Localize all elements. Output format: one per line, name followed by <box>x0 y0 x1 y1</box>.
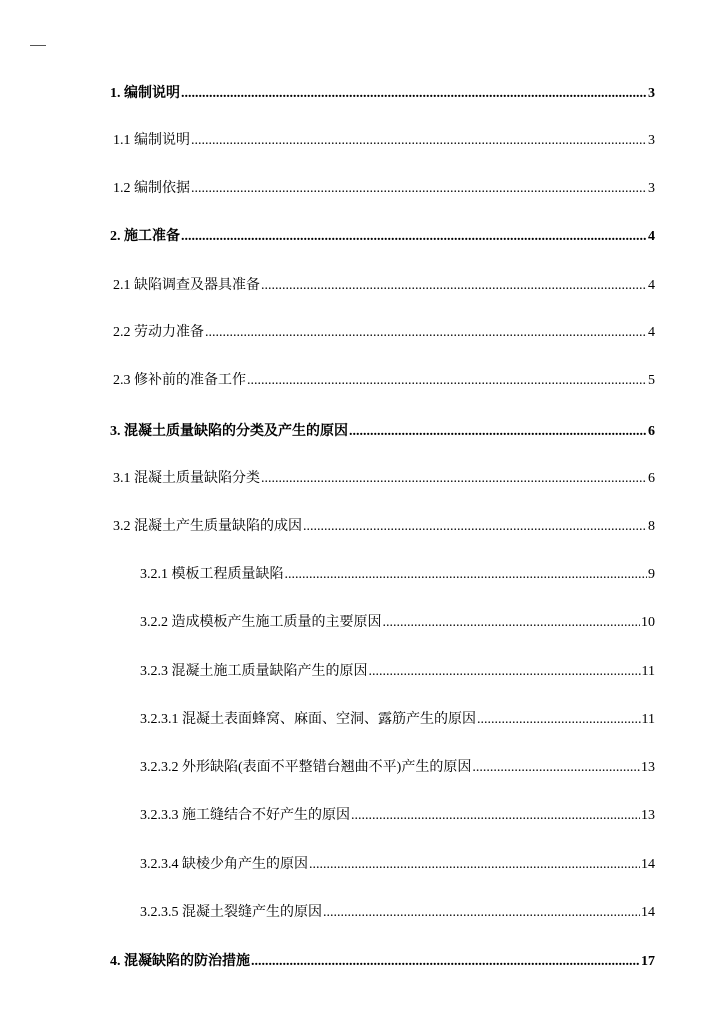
toc-entry[interactable] <box>113 180 655 198</box>
toc-leader-dots <box>181 228 647 246</box>
toc-leader-dots <box>261 277 647 295</box>
toc-entry-title: 1.2 编制依据 <box>113 181 190 196</box>
toc-entry-title: 3.2.3.1 混凝土表面蜂窝、麻面、空洞、露筋产生的原因 <box>140 712 476 727</box>
toc-entry-page-number: 17 <box>641 954 655 969</box>
toc-leader-dots <box>351 807 640 825</box>
toc-entry[interactable] <box>113 470 655 488</box>
toc-entry-page-number: 5 <box>648 373 655 388</box>
toc-leader-dots <box>477 711 641 729</box>
toc-entry-page-number: 3 <box>648 133 655 148</box>
toc-leader-dots <box>383 614 641 632</box>
toc-entry-title: 3.2.2 造成模板产生施工质量的主要原因 <box>140 615 382 630</box>
toc-leader-dots <box>303 518 647 536</box>
toc-entry-page-number: 6 <box>648 424 655 439</box>
toc-entry[interactable] <box>140 614 655 632</box>
toc-entry[interactable] <box>140 904 655 922</box>
toc-entry-title: 3. 混凝土质量缺陷的分类及产生的原因 <box>110 424 348 439</box>
toc-entry-title: 3.2.1 模板工程质量缺陷 <box>140 567 284 582</box>
toc-leader-dots <box>323 904 640 922</box>
toc-entry-title: 3.2.3.3 施工缝结合不好产生的原因 <box>140 808 350 823</box>
toc-entry-title: 1.1 编制说明 <box>113 133 190 148</box>
toc-entry[interactable] <box>140 759 655 777</box>
toc-leader-dots <box>251 953 640 971</box>
toc-entry-title: 2.1 缺陷调查及器具准备 <box>113 278 260 293</box>
toc-leader-dots <box>205 324 647 342</box>
toc-entry[interactable] <box>110 85 655 103</box>
toc-entry-page-number: 4 <box>648 325 655 340</box>
toc-entry[interactable] <box>113 132 655 150</box>
toc-entry-page-number: 10 <box>641 615 655 630</box>
toc-entry-title: 2.2 劳动力准备 <box>113 325 204 340</box>
toc-entry-title: 3.1 混凝土质量缺陷分类 <box>113 471 260 486</box>
toc-entry-page-number: 3 <box>648 181 655 196</box>
toc-entry-title: 3.2.3.4 缺棱少角产生的原因 <box>140 857 308 872</box>
toc-leader-dots <box>181 85 647 103</box>
toc-entry-page-number: 13 <box>641 808 655 823</box>
toc-entry-title: 3.2.3 混凝土施工质量缺陷产生的原因 <box>140 664 368 679</box>
toc-entry[interactable] <box>140 807 655 825</box>
toc-leader-dots <box>191 132 647 150</box>
toc-entry-title: 2.3 修补前的准备工作 <box>113 373 246 388</box>
toc-entry-page-number: 4 <box>648 229 655 244</box>
toc-entry-title: 3.2 混凝土产生质量缺陷的成因 <box>113 519 302 534</box>
toc-entry[interactable] <box>113 518 655 536</box>
toc-entry[interactable] <box>110 423 655 441</box>
toc-leader-dots <box>472 759 640 777</box>
toc-entry-page-number: 4 <box>648 278 655 293</box>
toc-entry[interactable] <box>113 372 655 390</box>
toc-leader-dots <box>285 566 648 584</box>
toc-entry-page-number: 14 <box>641 905 655 920</box>
toc-entry-page-number: 14 <box>641 857 655 872</box>
toc-leader-dots <box>309 856 640 874</box>
toc-entry[interactable] <box>113 277 655 295</box>
toc-entry[interactable] <box>140 856 655 874</box>
toc-entry[interactable] <box>140 566 655 584</box>
toc-leader-dots <box>191 180 647 198</box>
toc-entry-page-number: 8 <box>648 519 655 534</box>
toc-entry[interactable] <box>140 663 655 681</box>
toc-leader-dots <box>261 470 647 488</box>
toc-entry-title: 3.2.3.2 外形缺陷(表面不平整错台翘曲不平)产生的原因 <box>140 760 472 775</box>
toc-leader-dots <box>247 372 647 390</box>
toc-leader-dots <box>369 663 641 681</box>
toc-entry-page-number: 11 <box>641 664 655 679</box>
toc-entry[interactable] <box>110 228 655 246</box>
toc-entry-page-number: 6 <box>648 471 655 486</box>
toc-entry-title: 1. 编制说明 <box>110 86 180 101</box>
toc-entry[interactable] <box>110 953 655 971</box>
toc-entry[interactable] <box>140 711 655 729</box>
toc-entry-page-number: 13 <box>641 760 655 775</box>
toc-leader-dots <box>349 423 647 441</box>
toc-entry-title: 4. 混凝缺陷的防治措施 <box>110 954 250 969</box>
toc-entry[interactable] <box>113 324 655 342</box>
toc-entry-title: 3.2.3.5 混凝土裂缝产生的原因 <box>140 905 322 920</box>
toc-entry-page-number: 11 <box>641 712 655 727</box>
toc-entry-page-number: 3 <box>648 86 655 101</box>
toc-entry-page-number: 9 <box>648 567 655 582</box>
toc-entry-title: 2. 施工准备 <box>110 229 180 244</box>
